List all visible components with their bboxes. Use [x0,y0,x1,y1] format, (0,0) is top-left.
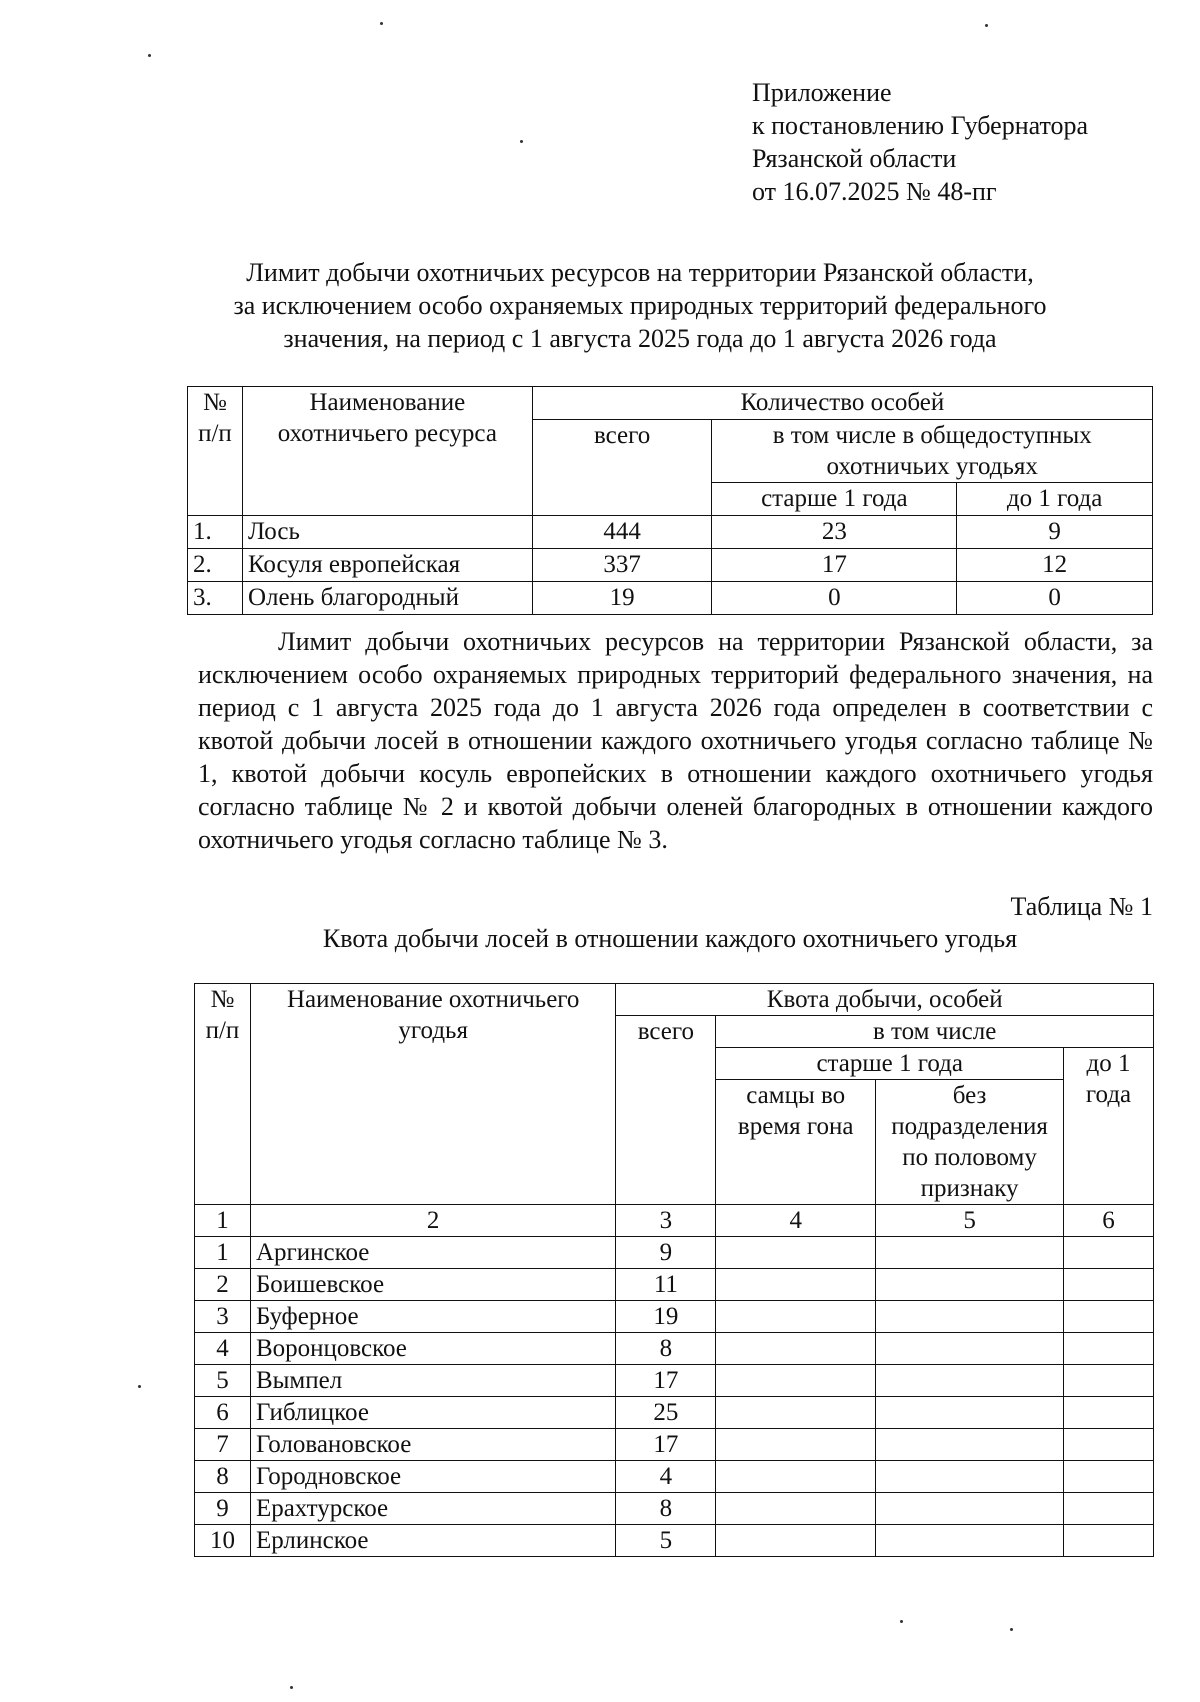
header-older: старше 1 года [712,483,957,516]
scan-speck [520,140,523,143]
scan-speck [290,1686,293,1689]
scan-speck [900,1620,903,1623]
cell-empty [1064,1269,1154,1301]
header-land-name: Наименование охотничьего угодья [250,984,615,1205]
table-row [195,1493,1154,1525]
cell-empty [876,1301,1064,1333]
header-younger: до 1 года [957,483,1153,516]
header-count: Количество особей [532,387,1152,420]
cell-total: 19 [532,582,712,615]
column-number: 5 [876,1205,1064,1237]
cell-name: Воронцовское [250,1333,615,1365]
scan-speck [1010,1628,1013,1631]
cell-name: Вымпел [250,1365,615,1397]
cell-total: 8 [616,1333,716,1365]
cell-empty [1064,1397,1154,1429]
title-line: за исключением особо охраняемых природных территорий федерального [233,291,1047,320]
cell-num: 10 [195,1525,251,1557]
cell-num: 5 [195,1365,251,1397]
cell-empty [1064,1333,1154,1365]
cell-num: 3 [195,1301,251,1333]
title-line: значения, на период с 1 августа 2025 года до 1 августа 2026 года [283,324,997,353]
scan-speck [985,24,988,27]
cell-num: 8 [195,1461,251,1493]
cell-empty [876,1333,1064,1365]
cell-name: Боишевское [250,1269,615,1301]
table-row [195,1429,1154,1461]
header-quota: Квота добычи, особей [616,984,1154,1016]
cell-older: 0 [712,582,957,615]
cell-empty [716,1525,876,1557]
header-resource-name: Наименование охотничьего ресурса [242,387,532,516]
cell-empty [716,1365,876,1397]
table-row [195,1333,1154,1365]
cell-empty [716,1493,876,1525]
cell-total: 9 [616,1237,716,1269]
cell-name: Буферное [250,1301,615,1333]
table-row [195,1461,1154,1493]
cell-older: 17 [712,549,957,582]
cell-total: 337 [532,549,712,582]
appendix-block [752,76,1088,208]
table-row [195,1365,1154,1397]
cell-num: 4 [195,1333,251,1365]
header-total: всего [532,420,712,516]
table-row [188,516,1153,549]
cell-total: 444 [532,516,712,549]
cell-name: Косуля европейская [242,549,532,582]
cell-num: 2 [195,1269,251,1301]
appendix-line: Приложение [752,78,892,107]
cell-empty [1064,1365,1154,1397]
cell-num: 9 [195,1493,251,1525]
header-younger: до 1 года [1064,1048,1154,1205]
column-number: 2 [250,1205,615,1237]
table-title: Квота добычи лосей в отношении каждого охотничьего угодья [322,924,1018,953]
scan-speck [380,22,383,25]
cell-empty [1064,1525,1154,1557]
header-older: старше 1 года [716,1048,1064,1080]
cell-total: 17 [616,1429,716,1461]
cell-total: 4 [616,1461,716,1493]
header-total: всего [616,1016,716,1205]
cell-num: 3. [188,582,243,615]
document-title [190,256,1090,355]
cell-younger: 0 [957,582,1153,615]
quota-table [194,983,1154,1557]
table-row [195,1525,1154,1557]
cell-name: Олень благородный [242,582,532,615]
limit-table [187,386,1153,615]
cell-num: 6 [195,1397,251,1429]
cell-name: Аргинское [250,1237,615,1269]
cell-empty [876,1525,1064,1557]
header-including: в том числе [716,1016,1154,1048]
cell-empty [876,1365,1064,1397]
table-row [195,1269,1154,1301]
cell-empty [716,1237,876,1269]
scan-speck [138,1385,141,1388]
cell-empty [1064,1301,1154,1333]
cell-empty [716,1333,876,1365]
cell-younger: 9 [957,516,1153,549]
cell-empty [716,1397,876,1429]
cell-empty [716,1429,876,1461]
cell-empty [716,1301,876,1333]
title-line: Лимит добычи охотничьих ресурсов на территории Рязанской области, [246,258,1034,287]
column-number: 4 [716,1205,876,1237]
appendix-line: к постановлению Губернатора [752,111,1089,140]
table-row [195,1237,1154,1269]
cell-empty [1064,1237,1154,1269]
column-number: 6 [1064,1205,1154,1237]
cell-name: Городновское [250,1461,615,1493]
cell-total: 11 [616,1269,716,1301]
table-row [188,549,1153,582]
body-paragraph: Лимит добычи охотничьих ресурсов на территории Рязанской области, за исключением особо охраняемых природных территорий федерального значения, на период с 1 августа 2025 года до 1 августа 2026 года определен в соответствии с квотой добычи лосей в отношении каждого охотничьего угодья согласно таблице № 1, квотой добычи косуль европейских в отношении каждого охотничьего угодья согласно таблице № 2 и квотой добычи оленей благородных в отношении каждого охотничьего угодья согласно таблице № 3. [198,627,1153,854]
cell-empty [716,1461,876,1493]
cell-empty [876,1461,1064,1493]
cell-younger: 12 [957,549,1153,582]
cell-num: 1. [188,516,243,549]
header-num: № п/п [195,984,251,1205]
cell-total: 5 [616,1525,716,1557]
cell-name: Головановское [250,1429,615,1461]
cell-empty [876,1269,1064,1301]
cell-empty [1064,1461,1154,1493]
cell-empty [876,1237,1064,1269]
cell-name: Ерлинское [250,1525,615,1557]
table-row [188,582,1153,615]
header-public-lands: в том числе в общедоступных охотничьих угодьях [712,420,1153,483]
column-number: 1 [195,1205,251,1237]
cell-name: Гиблицкое [250,1397,615,1429]
header-num: № п/п [188,387,243,516]
cell-name: Ерахтурское [250,1493,615,1525]
cell-empty [876,1493,1064,1525]
cell-total: 8 [616,1493,716,1525]
cell-total: 25 [616,1397,716,1429]
cell-empty [1064,1429,1154,1461]
cell-num: 7 [195,1429,251,1461]
column-number: 3 [616,1205,716,1237]
header-males: самцы во время гона [716,1080,876,1205]
appendix-line: от 16.07.2025 № 48-пг [752,177,997,206]
appendix-line: Рязанской области [752,144,957,173]
cell-num: 1 [195,1237,251,1269]
scan-speck [148,54,151,57]
cell-total: 19 [616,1301,716,1333]
cell-name: Лось [242,516,532,549]
cell-empty [876,1429,1064,1461]
cell-num: 2. [188,549,243,582]
cell-empty [716,1269,876,1301]
column-number-row [195,1205,1154,1237]
cell-empty [1064,1493,1154,1525]
table-row [195,1301,1154,1333]
cell-empty [876,1397,1064,1429]
table-row [195,1397,1154,1429]
cell-total: 17 [616,1365,716,1397]
cell-older: 23 [712,516,957,549]
header-no-sex-division: без подразделения по половому признаку [876,1080,1064,1205]
table-number: Таблица № 1 [1010,892,1153,921]
